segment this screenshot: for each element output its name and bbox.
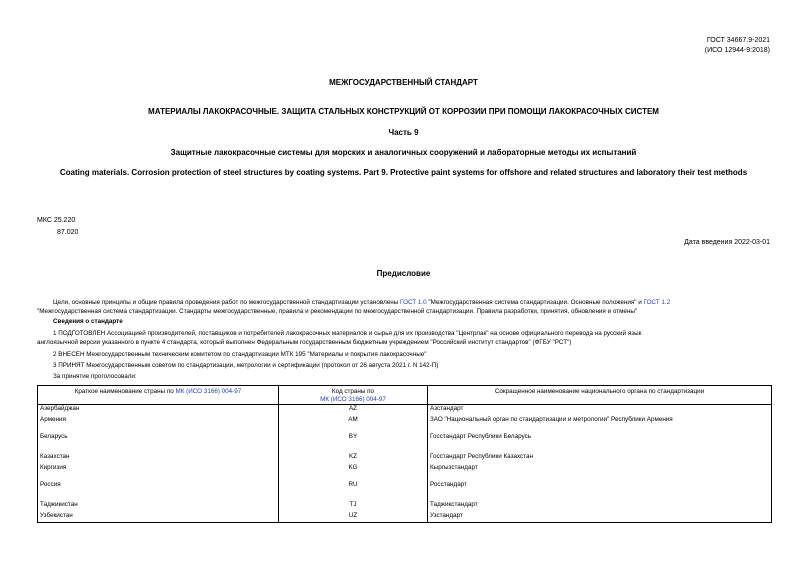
- table-row: [38, 501, 772, 512]
- countries-table: [37, 385, 772, 523]
- country-cell: Армения: [38, 416, 279, 433]
- mk-iso-link-2[interactable]: МК (ИСО 3166) 004-97: [320, 396, 386, 403]
- code-cell: KG: [279, 464, 428, 481]
- country-cell: Россия: [38, 481, 279, 501]
- body-cell: ЗАО "Национальный орган по стандартизации и метрологии" Республики Армения: [428, 416, 772, 433]
- item-2: 2 ВНЕСЕН Межгосударственным техническим комитетом по стандартизации МТК 195 "Материалы и покрытия лакокрасочные": [53, 351, 427, 358]
- intro-date: Дата введения 2022-03-01: [684, 239, 770, 246]
- col-code-header: [279, 386, 428, 405]
- country-cell: Узбекистан: [38, 512, 279, 523]
- gost-number: ГОСТ 34667.9-2021: [706, 37, 770, 44]
- info-heading: Сведения о стандарте: [53, 318, 123, 325]
- subtitle-ru: Защитные лакокрасочные системы для морских и аналогичных сооружений и лабораторные методы их испытаний: [170, 148, 637, 157]
- country-cell: Киргизия: [38, 464, 279, 481]
- col-country-header: [38, 386, 279, 405]
- preface-heading: Предисловие: [376, 269, 431, 278]
- mk-iso-link-1[interactable]: МК (ИСО 3166) 004-97: [175, 388, 242, 395]
- country-cell: Азербайджан: [38, 405, 279, 416]
- body-cell: Росстандарт: [428, 481, 772, 501]
- code-cell: AZ: [279, 405, 428, 416]
- standard-type: МЕЖГОСУДАРСТВЕННЫЙ СТАНДАРТ: [329, 78, 478, 87]
- body-cell: Узстандарт: [428, 512, 772, 523]
- preface-para1-line2: "Межгосударственная система стандартизации. Стандарты межгосударственные, правила и рекомендации по межгосударственной стандартизации. Правила разработки, принятия, обновления и отмены": [37, 308, 638, 315]
- item-3: 3 ПРИНЯТ Межгосударственным советом по стандартизации, метрологии и сертификации (протокол от 26 августа 2021 г. N 142-П): [53, 362, 439, 369]
- iso-number: (ИСО 12944-9:2018): [704, 47, 770, 54]
- table-row: [38, 416, 772, 433]
- col-body-header: Сокращенное наименование национального органа по стандартизации: [428, 386, 772, 405]
- col-code-header-text: Код страны по: [331, 388, 375, 395]
- item-1-line1: 1 ПОДГОТОВЛЕН Ассоциацией производителей, поставщиков и потребителей лакокрасочных материалов и сырья для их производства "Центрлак" на основе официального перевода на русский язык: [53, 330, 642, 337]
- title-en: Coating materials. Corrosion protection of steel structures by coating systems. Part 9. Protective paint systems for offshore and related structures and laboratory their test methods: [59, 168, 748, 177]
- table-row: [38, 405, 772, 416]
- code-cell: TJ: [279, 501, 428, 512]
- code-cell: AM: [279, 416, 428, 433]
- code-cell: BY: [279, 433, 428, 453]
- gost-1-2-link[interactable]: ГОСТ 1.2: [643, 299, 671, 306]
- preface-para1-text2: "Межгосударственная система стандартизации. Основные положения" и: [426, 299, 644, 306]
- part-number: Часть 9: [388, 128, 419, 137]
- country-cell: Казахстан: [38, 453, 279, 464]
- mks-code-1: МКС 25.220: [37, 217, 76, 224]
- body-cell: Таджикстандарт: [428, 501, 772, 512]
- body-cell: Кыргызстандарт: [428, 464, 772, 481]
- gost-1-0-link[interactable]: ГОСТ 1.0: [400, 299, 427, 306]
- table-row: [38, 512, 772, 523]
- table-header-row: [38, 386, 772, 405]
- voted-label: За принятие проголосовали:: [53, 373, 137, 380]
- table-row: [38, 481, 772, 501]
- body-cell: Госстандарт Республики Беларусь: [428, 433, 772, 453]
- code-cell: RU: [279, 481, 428, 501]
- table-row: [38, 433, 772, 453]
- code-cell: KZ: [279, 453, 428, 464]
- item-1-line2: англоязычной версии указанного в пункте 4 стандарта, который выполнен Федеральным государственным бюджетным учреждением "Российский институт стандартов" (ФГБУ "РСТ"): [37, 339, 572, 346]
- body-cell: Азстандарт: [428, 405, 772, 416]
- preface-para1-text1: Цели, основные принципы и общие правила проведения работ по межгосударственной стандартизации установлены: [53, 299, 401, 306]
- title-ru: МАТЕРИАЛЫ ЛАКОКРАСОЧНЫЕ. ЗАЩИТА СТАЛЬНЫХ КОНСТРУКЦИЙ ОТ КОРРОЗИИ ПРИ ПОМОЩИ ЛАКОКРАСОЧНЫХ СИСТЕМ: [148, 107, 659, 116]
- country-cell: Беларусь: [38, 433, 279, 453]
- body-cell: Госстандарт Республики Казахстан: [428, 453, 772, 464]
- code-cell: UZ: [279, 512, 428, 523]
- col-country-header-text: Краткое наименование страны по: [74, 388, 176, 395]
- preface-para1: [53, 299, 670, 307]
- country-cell: Таджикистан: [38, 501, 279, 512]
- mks-code-2: 87.020: [57, 229, 79, 236]
- table-row: [38, 453, 772, 464]
- table-row: [38, 464, 772, 481]
